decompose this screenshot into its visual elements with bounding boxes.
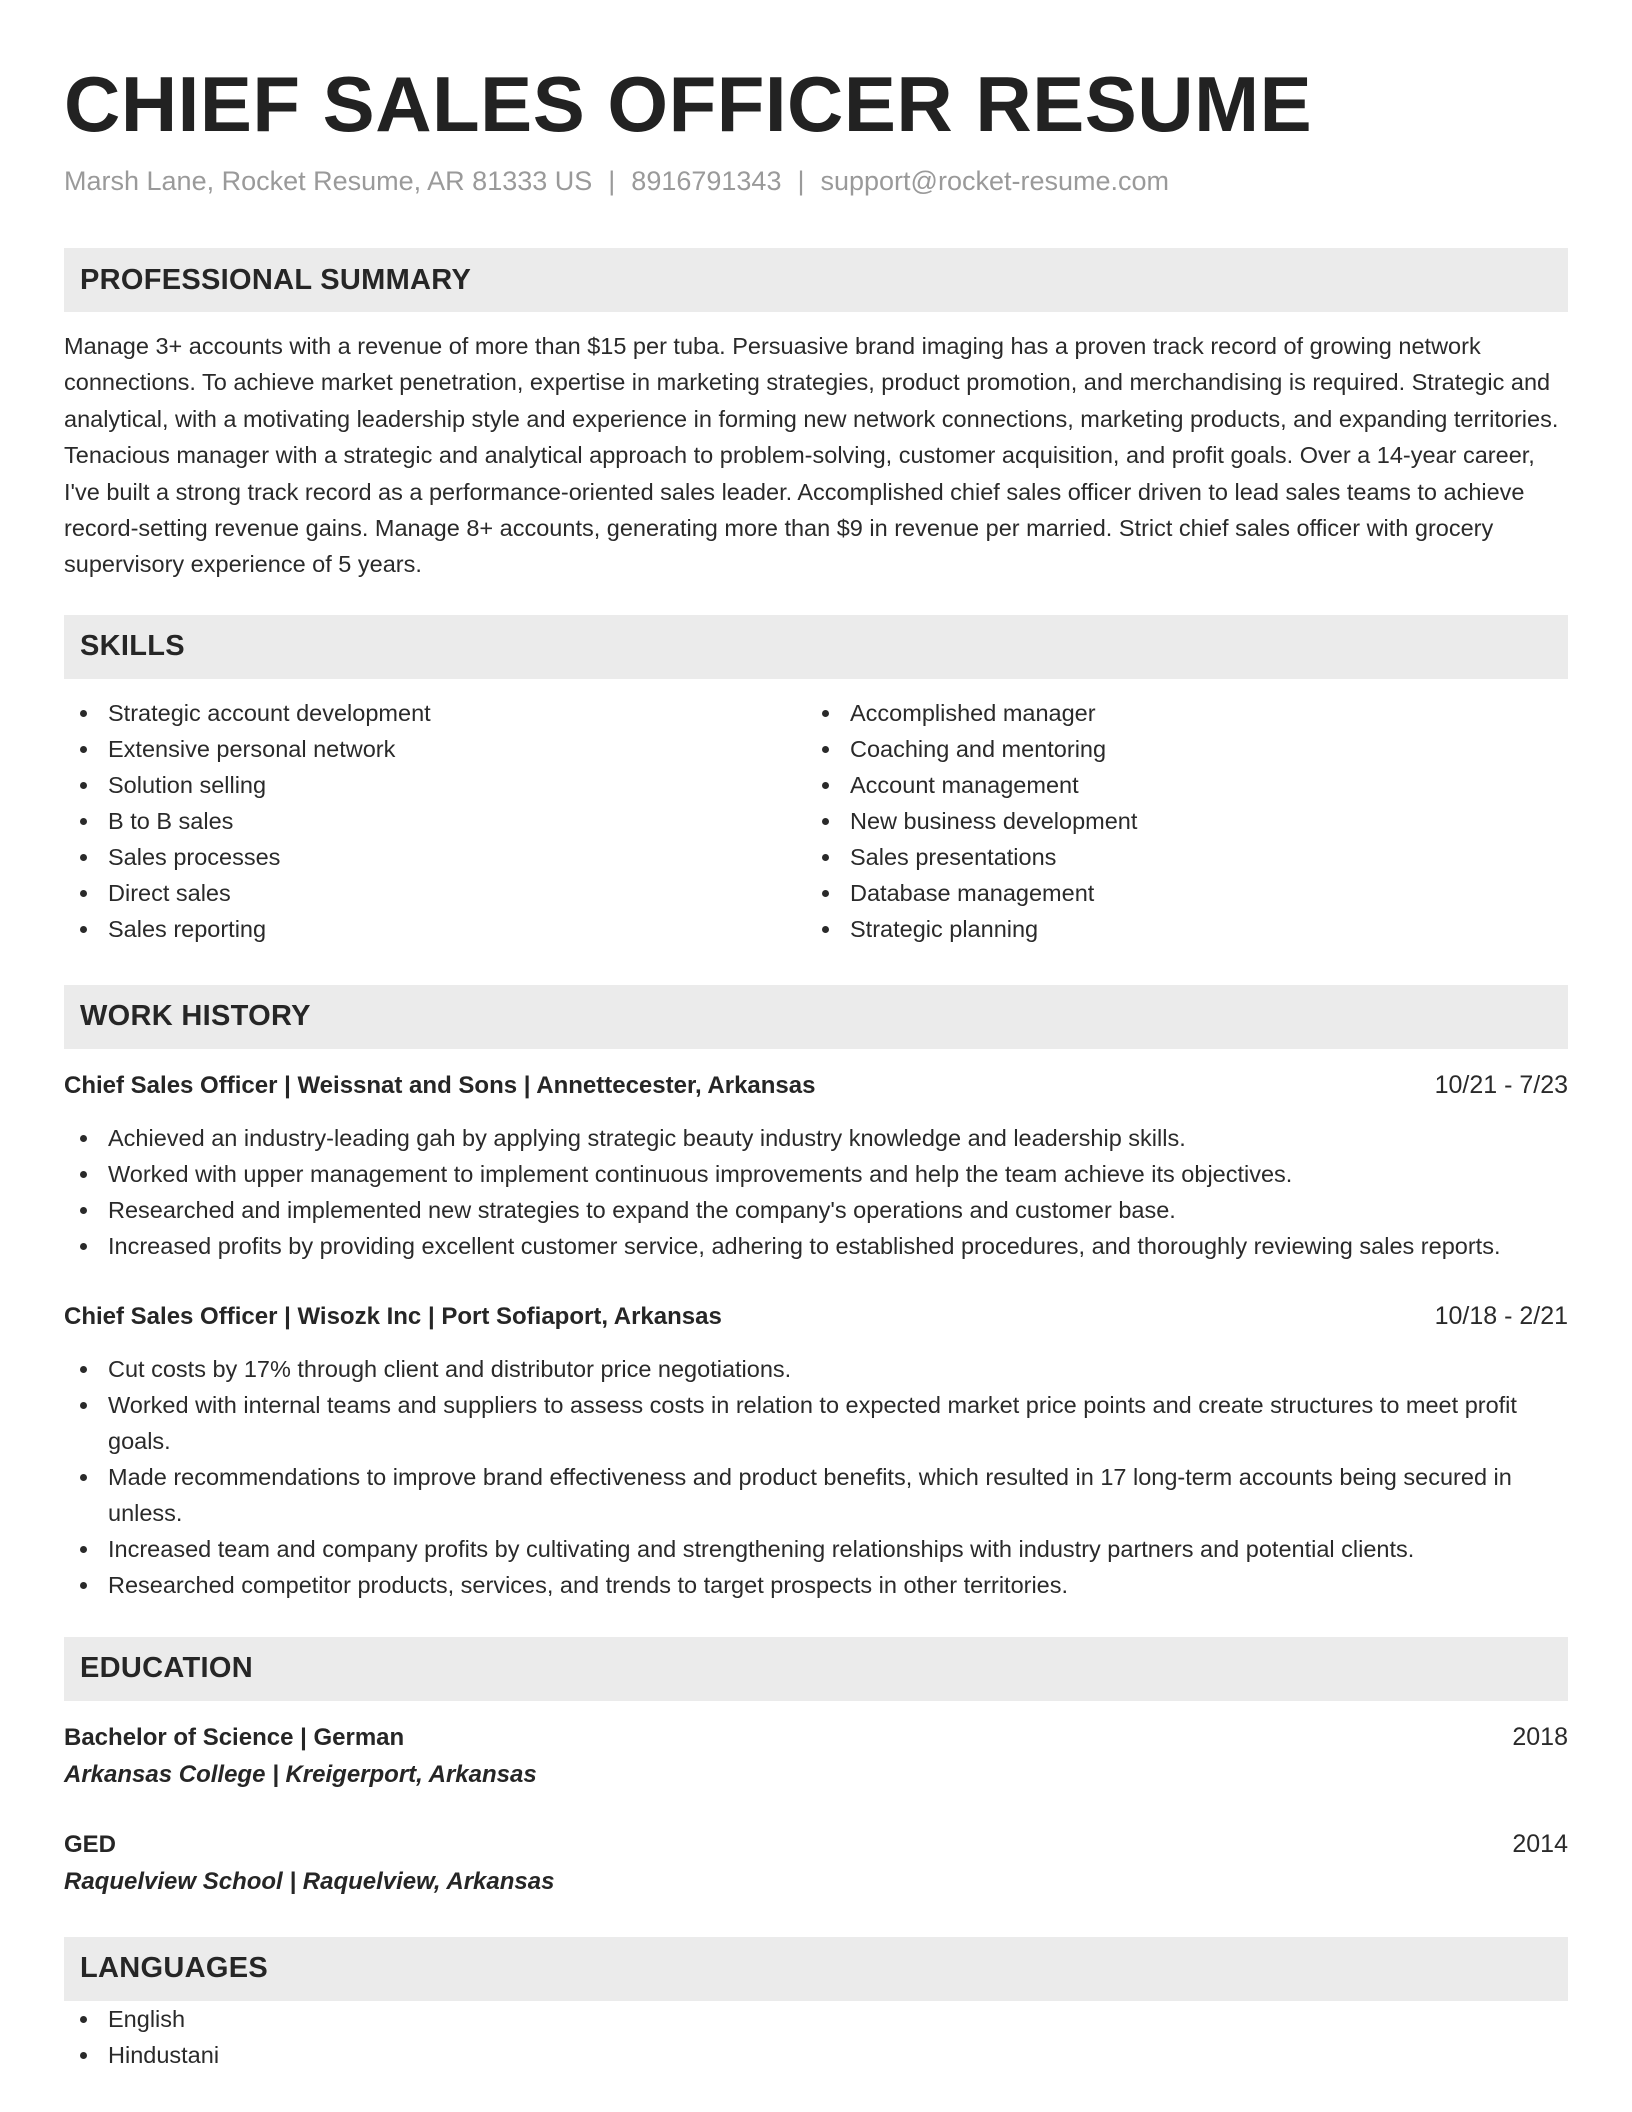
education-heading: EDUCATION: [64, 1637, 1568, 1701]
summary-text: Manage 3+ accounts with a revenue of more than $15 per tuba. Persuasive brand imaging has a proven track record of growing network connections. To achieve market penetration, expertise in marketing strategies, product promotion, and merchandising is required. Strategic and analytical, with a motivating leadership style and experience in forming new network connections, marketing products, and expanding territories. Tenacious manager with a strategic and analytical approach to problem-solving, customer acquisition, and profit goals. Over a 14-year career, I've built a strong track record as a performance-oriented sales leader. Accomplished chief sales officer driven to lead sales teams to achieve record-setting revenue gains. Manage 8+ accounts, generating more than $9 in revenue per married. Strict chief sales officer with grocery supervisory experience of 5 years.: [64, 333, 1559, 578]
education-school: Raquelview School | Raquelview, Arkansas: [64, 1867, 555, 1895]
education-header: [64, 1719, 1568, 1756]
contact-email: support@rocket-resume.com: [820, 166, 1170, 196]
skill-item: Sales reporting: [64, 911, 806, 947]
job-bullets: [64, 1120, 1568, 1264]
job-entry: [64, 1067, 1568, 1264]
skill-item: Strategic account development: [64, 695, 806, 731]
skill-item: Extensive personal network: [64, 731, 806, 767]
skill-item: Database management: [806, 875, 1526, 911]
job-bullet: Worked with upper management to implement continuous improvements and help the team achieve its objectives.: [64, 1156, 1568, 1192]
skill-item: New business development: [806, 803, 1526, 839]
job-entry: [64, 1298, 1568, 1603]
job-bullet: Worked with internal teams and suppliers to assess costs in relation to expected market price points and create structures to meet profit goals.: [64, 1387, 1568, 1459]
education-year: 2014: [1512, 1829, 1568, 1858]
skill-item: B to B sales: [64, 803, 806, 839]
job-dates: 10/18 - 2/21: [1434, 1301, 1568, 1330]
skill-item: Accomplished manager: [806, 695, 1526, 731]
language-item: Hindustani: [64, 2037, 1568, 2073]
skills-list: [64, 695, 1568, 947]
resume-title: CHIEF SALES OFFICER RESUME: [64, 60, 1313, 148]
skill-item: Account management: [806, 767, 1526, 803]
skill-item: Strategic planning: [806, 911, 1526, 947]
skills-heading: SKILLS: [64, 615, 1568, 679]
job-title: Chief Sales Officer | Weissnat and Sons | Annettecester, Arkansas: [64, 1071, 816, 1099]
skill-item: Direct sales: [64, 875, 806, 911]
contact-separator: |: [797, 166, 805, 196]
language-item: English: [64, 2001, 1568, 2037]
contact-address: Marsh Lane, Rocket Resume, AR 81333 US: [64, 166, 593, 196]
job-header: [64, 1298, 1568, 1335]
contact-separator: |: [608, 166, 616, 196]
contact-line: [64, 164, 1568, 198]
languages-list: [64, 2001, 1568, 2073]
skills-column-left: [64, 695, 806, 947]
job-dates: 10/21 - 7/23: [1434, 1070, 1568, 1099]
job-bullet: Increased team and company profits by cultivating and strengthening relationships with industry partners and potential clients.: [64, 1531, 1568, 1567]
summary-heading: PROFESSIONAL SUMMARY: [64, 248, 1568, 312]
languages-heading: LANGUAGES: [64, 1937, 1568, 2001]
job-bullet: Made recommendations to improve brand effectiveness and product benefits, which resulted in 17 long-term accounts being secured in unless.: [64, 1459, 1568, 1531]
education-entry: [64, 1826, 1568, 1901]
skill-item: Solution selling: [64, 767, 806, 803]
job-bullet: Increased profits by providing excellent customer service, adhering to established procedures, and thoroughly reviewing sales reports.: [64, 1228, 1568, 1264]
education-degree: Bachelor of Science | German: [64, 1723, 405, 1751]
education-year: 2018: [1512, 1722, 1568, 1751]
job-header: [64, 1067, 1568, 1104]
education-entry: [64, 1719, 1568, 1794]
education-degree: GED: [64, 1830, 117, 1858]
education-school: Arkansas College | Kreigerport, Arkansas: [64, 1760, 537, 1788]
job-title: Chief Sales Officer | Wisozk Inc | Port Sofiaport, Arkansas: [64, 1302, 722, 1330]
job-bullet: Researched and implemented new strategies to expand the company's operations and customer base.: [64, 1192, 1568, 1228]
work-history-heading: WORK HISTORY: [64, 985, 1568, 1049]
contact-phone: 8916791343: [631, 166, 782, 196]
job-bullets: [64, 1351, 1568, 1603]
skill-item: Sales presentations: [806, 839, 1526, 875]
skills-column-right: [806, 695, 1526, 947]
job-bullet: Achieved an industry-leading gah by applying strategic beauty industry knowledge and leadership skills.: [64, 1120, 1568, 1156]
job-bullet: Researched competitor products, services, and trends to target prospects in other territories.: [64, 1567, 1568, 1603]
skill-item: Coaching and mentoring: [806, 731, 1526, 767]
skill-item: Sales processes: [64, 839, 806, 875]
education-header: [64, 1826, 1568, 1863]
job-bullet: Cut costs by 17% through client and distributor price negotiations.: [64, 1351, 1568, 1387]
